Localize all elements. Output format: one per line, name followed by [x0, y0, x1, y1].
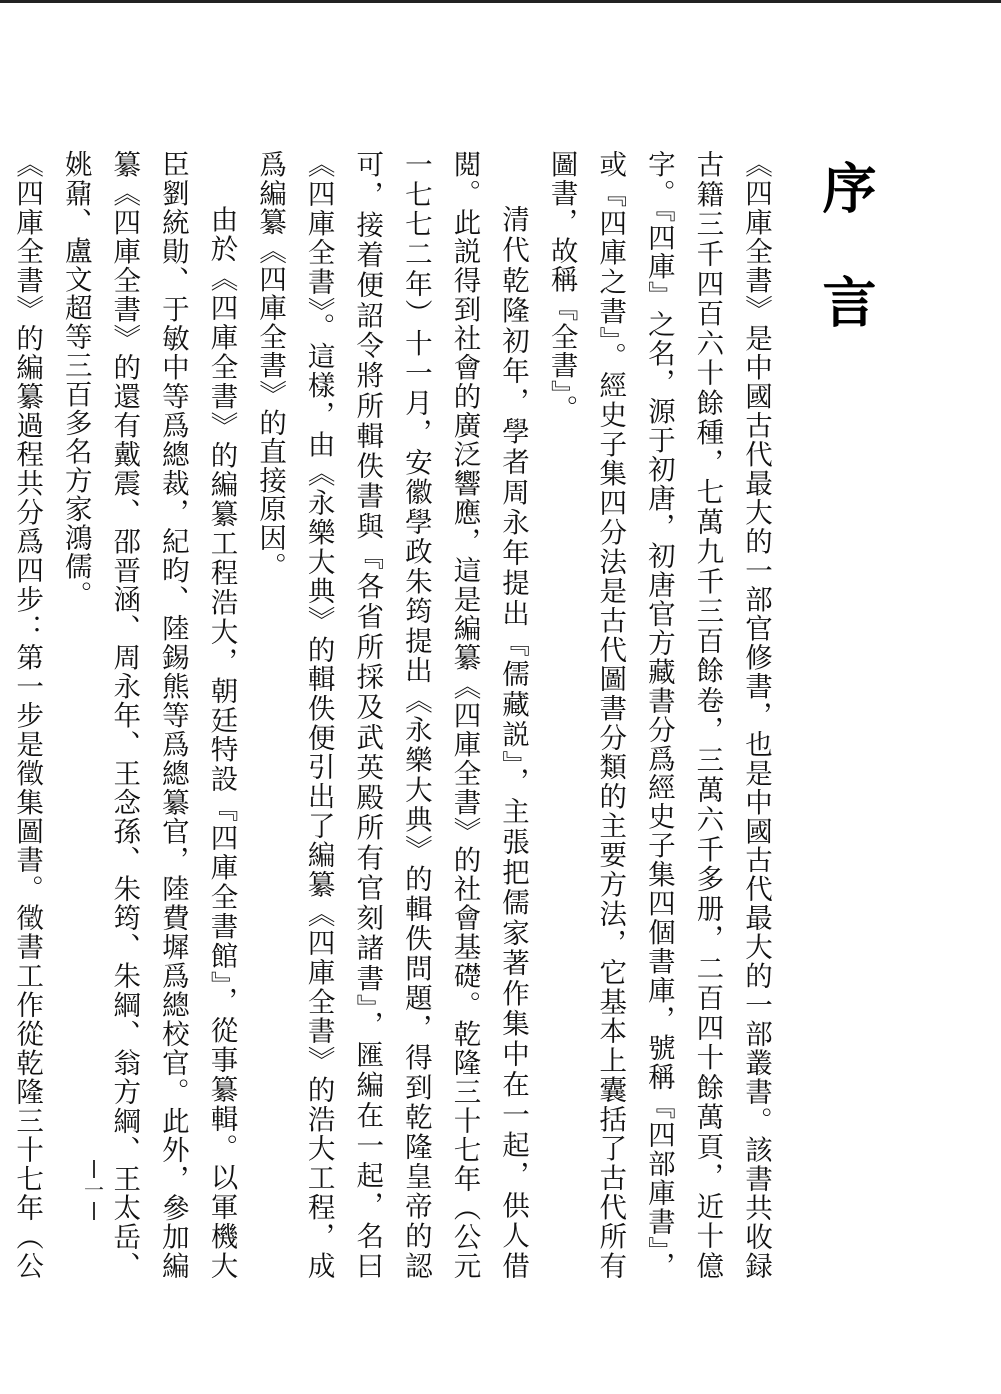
preface-body	[11, 150, 780, 1280]
paragraph-2: 清代乾隆初年，學者周永年提出『儒藏説』，主張把儒家著作集中在一起，供人借閲。此説得到社會的廣泛響應，這是編纂《四庫全書》的社會基礎。乾隆三十七年（公元一七七二年）十一月，安徽學政朱筠提出《永樂大典》的輯佚問題，得到乾隆皇帝的認可，接着便詔令將所輯佚書與『各省所採及武英殿所有官刻諸書』，匯編在一起，名曰《四庫全書》。這樣，由《永樂大典》的輯佚便引出了編纂《四庫全書》的浩大工程，成爲編纂《四庫全書》的直接原因。	[254, 150, 530, 1280]
page-number-text: 一	[84, 1178, 104, 1202]
page-title: 序言	[814, 160, 877, 388]
paragraph-1: 《四庫全書》是中國古代最大的一部官修書，也是中國古代最大的一部叢書。該書共收録古籍三千四百六十餘種，七萬九千三百餘卷，三萬六千多册，二百四十餘萬頁，近十億字。『四庫』之名，源于初唐，初唐官方藏書分爲經史子集四個書庫，號稱『四部庫書』，或『四庫之書』。經史子集四分法是古代圖書分類的主要方法，它基本上囊括了古代所有圖書，故稱『全書』。	[545, 150, 772, 1280]
page-number-bar-top	[93, 1160, 95, 1178]
top-border-rule	[0, 0, 1001, 3]
paragraph-4: 《四庫全書》的編纂過程共分爲四步：第一步是徵集圖書。徵書工作從乾隆三十七年（公	[11, 150, 44, 1280]
paragraph-3: 由於《四庫全書》的編纂工程浩大，朝廷特設『四庫全書館』，從事纂輯。以軍機大臣劉統勛、于敏中等爲總裁，紀昀、陸錫熊等爲總纂官，陸費墀爲總校官。此外，參加編纂《四庫全書》的還有戴震、邵晋涵、周永年、王念孫、朱筠、朱綱、翁方綱、王太岳、姚鼐、盧文超等三百多名方家鴻儒。	[59, 150, 238, 1280]
page-number	[84, 1160, 104, 1220]
page-number-bar-bottom	[93, 1202, 95, 1220]
